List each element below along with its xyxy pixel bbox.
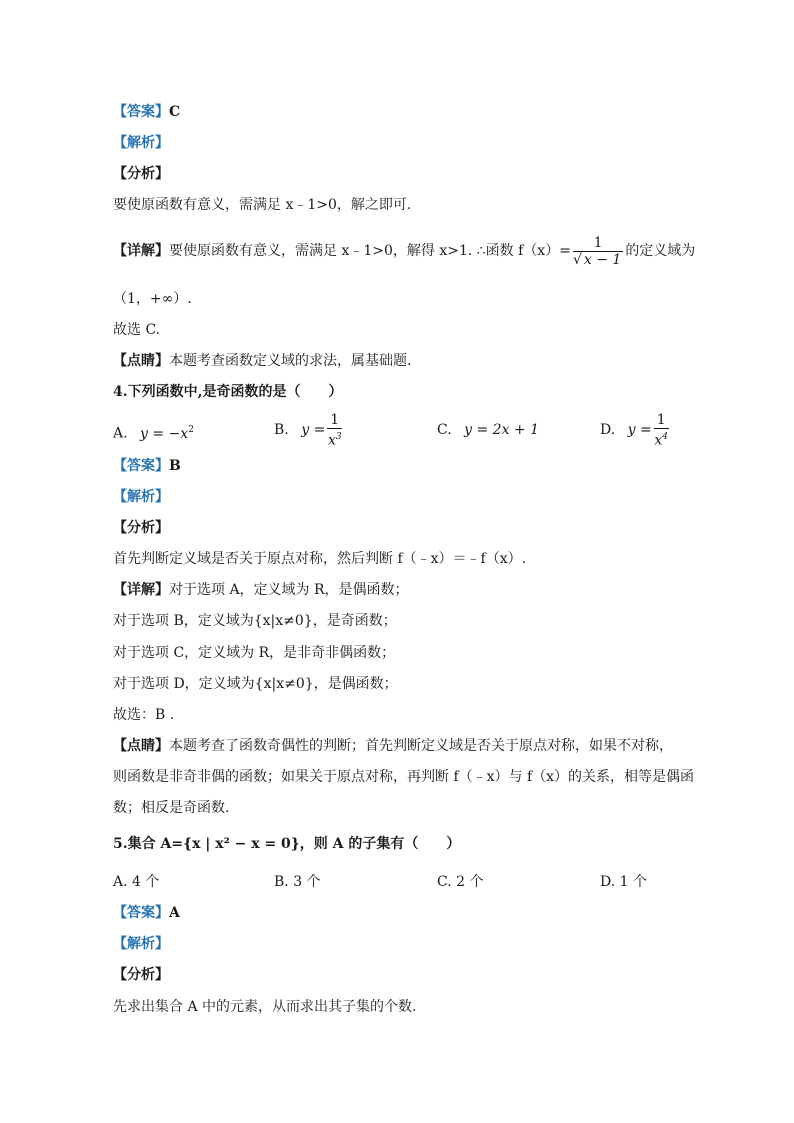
fenxi-tag: 【分析】 (113, 967, 169, 983)
comment-text: 本题考查函数定义域的求法，属基础题. (169, 353, 412, 369)
denominator-base: x (327, 432, 336, 449)
q3-analysis-line (113, 133, 169, 153)
q5-option-c: C. 2 个 (437, 874, 484, 890)
detail-text: 对于选项 A，定义域为 R，是偶函数； (169, 582, 409, 598)
comment-text: 本题考查了函数奇偶性的判断；首先判断定义域是否关于原点对称，如果不对称， (169, 738, 673, 754)
fraction-denominator (327, 429, 342, 449)
q3-fenxi-line (113, 164, 169, 184)
answer-tag: 【答案】 (113, 905, 169, 921)
q5-answer-line (113, 903, 180, 923)
q4-detail-4: 对于选项 D，定义域为{x|x≠0}，是偶函数； (113, 676, 398, 692)
q4-stem: 4.下列函数中,是奇函数的是（ ） (113, 384, 343, 400)
detail-text-end: 的定义域为 (625, 243, 696, 259)
q4-detail-3: 对于选项 C，定义域为 R，是非奇非偶函数； (113, 645, 396, 661)
answer-value: B (169, 458, 181, 474)
q3-detail-line (113, 233, 695, 269)
exponent: 2 (188, 425, 194, 435)
option-label: A. (113, 425, 128, 442)
option-fraction (654, 412, 669, 449)
exponent: 4 (662, 431, 669, 442)
sqrt-radicand: x − 1 (583, 251, 622, 268)
q4-option-b (274, 410, 344, 450)
q4-analysis-line (113, 487, 169, 507)
q5-analysis-line (113, 934, 169, 954)
answer-tag: 【答案】 (113, 104, 169, 120)
option-expression: y = 2x + 1 (464, 422, 540, 438)
fraction-denominator (573, 252, 623, 268)
q4-comment-3: 数；相反是奇函数. (113, 800, 230, 816)
q5-option-d: D. 1 个 (600, 874, 647, 890)
option-lhs: y = (301, 422, 326, 438)
analysis-tag: 【解析】 (113, 135, 169, 151)
option-fraction (327, 412, 342, 449)
fraction-denominator (654, 429, 669, 449)
answer-value: C (169, 104, 181, 120)
answer-tag: 【答案】 (113, 458, 169, 474)
fraction-numerator: 1 (654, 412, 669, 429)
q5-option-a: A. 4 个 (113, 874, 160, 890)
detail-text: 要使原函数有意义，需满足 x﹣1>0，解得 x>1. ∴函数 f（x）= (169, 243, 571, 259)
fraction-numerator: 1 (573, 235, 623, 252)
q4-option-d (600, 410, 671, 450)
q3-fenxi-text: 要使原函数有意义，需满足 x﹣1>0，解之即可. (113, 197, 412, 213)
denominator-base: x (654, 432, 663, 449)
option-expression: y = −x (140, 425, 189, 442)
q4-answer-line (113, 456, 181, 476)
q3-comment-line (113, 351, 411, 371)
comment-tag: 【点睛】 (113, 353, 169, 369)
q4-detail-2: 对于选项 B，定义域为{x|x≠0}，是奇函数； (113, 613, 397, 629)
q4-detail-line (113, 580, 409, 600)
q4-fenxi-line (113, 518, 169, 538)
q3-answer-line (113, 102, 180, 122)
option-lhs: y = (627, 422, 652, 438)
q3-choose: 故选 C. (113, 322, 161, 338)
option-label: B. (274, 422, 289, 438)
q5-fenxi-text: 先求出集合 A 中的元素，从而求出其子集的个数. (113, 999, 417, 1015)
comment-tag: 【点睛】 (113, 738, 169, 754)
fraction-numerator: 1 (327, 412, 342, 429)
fraction-one-over-sqrt (573, 235, 623, 268)
option-label: D. (600, 422, 616, 438)
q4-option-a (113, 420, 194, 444)
q4-comment-2: 则函数是非奇非偶的函数；如果关于原点对称，再判断 f（﹣x）与 f（x）的关系，相等是偶函 (113, 769, 695, 785)
q4-option-c (437, 420, 539, 440)
detail-tag: 【详解】 (113, 582, 169, 598)
analysis-tag: 【解析】 (113, 936, 169, 952)
q4-fenxi-text: 首先判断定义域是否关于原点对称，然后判断 f（﹣x）＝﹣f（x）. (113, 551, 527, 567)
q3-domain: （1，+∞）. (113, 291, 192, 307)
sqrt-sign: √ (572, 251, 582, 268)
q4-comment-line (113, 736, 673, 756)
fenxi-tag: 【分析】 (113, 166, 169, 182)
answer-value: A (169, 905, 180, 921)
exponent: 3 (335, 431, 342, 442)
q5-option-b: B. 3 个 (274, 874, 321, 890)
q5-fenxi-line (113, 965, 169, 985)
fenxi-tag: 【分析】 (113, 520, 169, 536)
q5-stem: 5.集合 A={x | x² − x = 0}，则 A 的子集有（ ） (113, 836, 461, 852)
q4-choose: 故选：B . (113, 707, 175, 723)
option-label: C. (437, 422, 452, 438)
detail-tag: 【详解】 (113, 243, 169, 259)
analysis-tag: 【解析】 (113, 489, 169, 505)
